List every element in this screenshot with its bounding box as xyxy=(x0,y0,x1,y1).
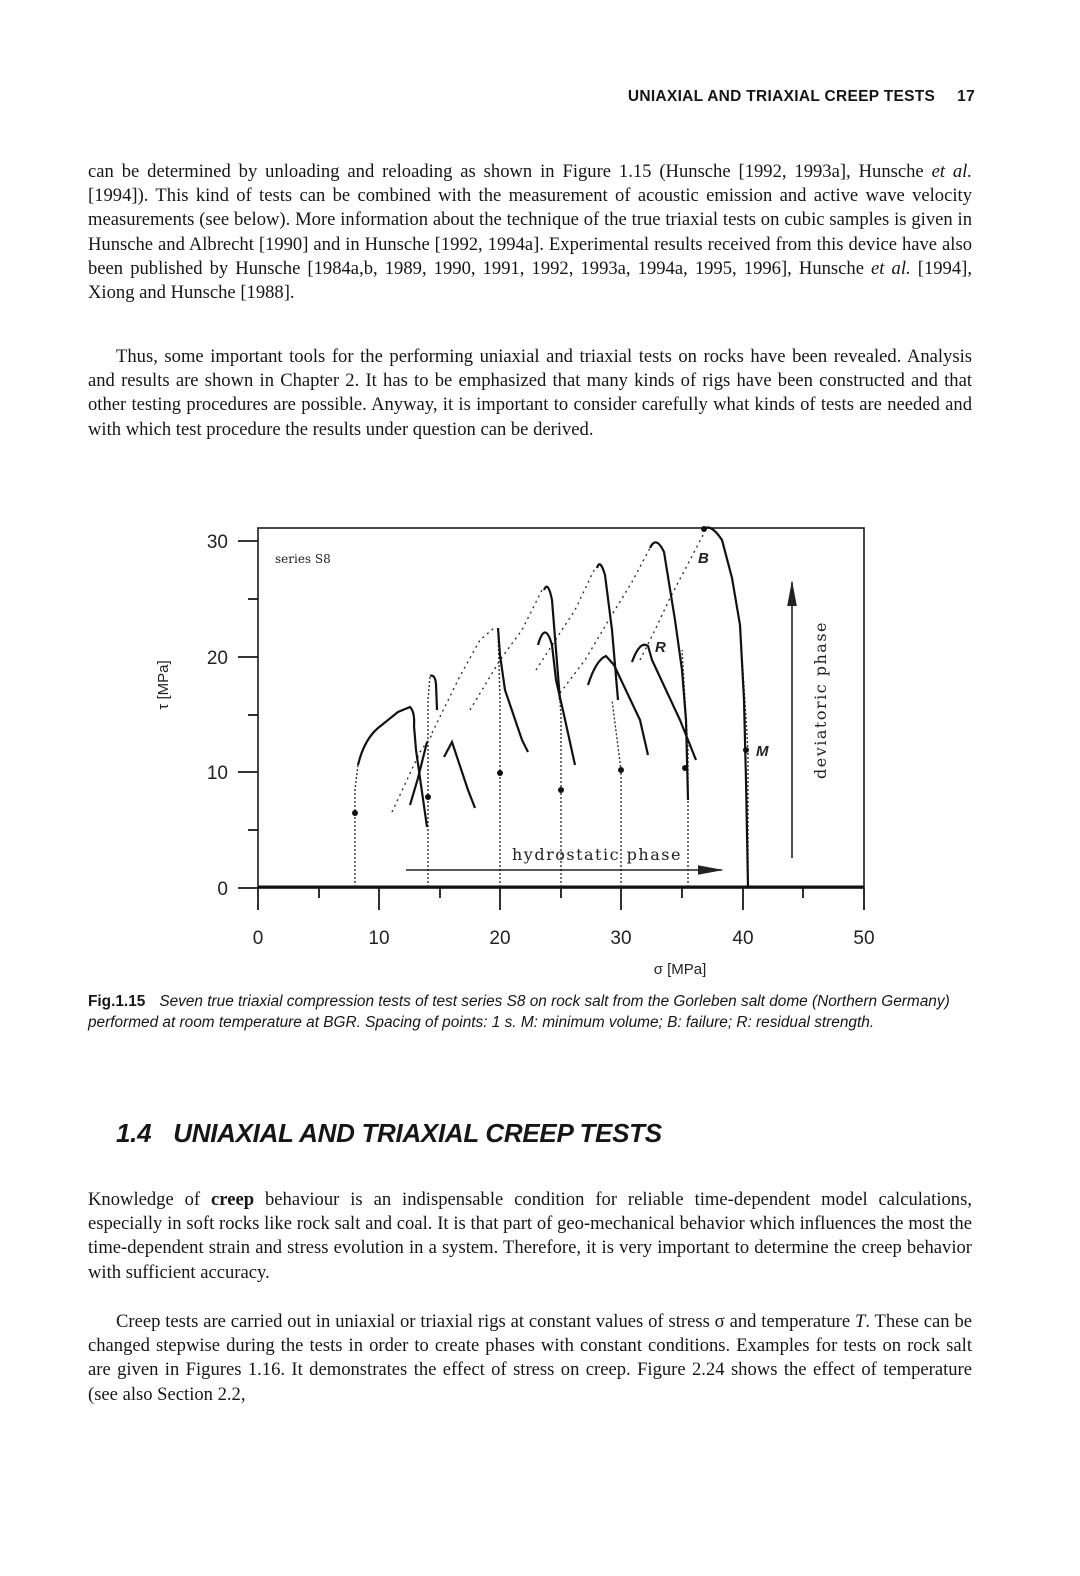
text-run: [1994]). This kind of tests can be combined with the measurement of acoustic emission and active wave velocity measurements (see below). More information about the technique of the true triaxial tests on cubic samples is given in Hunsche and Albrecht [1990] and in Hunsche [1992, 1994a]. Experimental results received from this device have also been published by Hunsche [1984a,b, 1989, 1990, 1991, 1992, 1993a, 1994a, 1995, 1996], Hunsche xyxy=(88,185,972,279)
figure-caption xyxy=(88,992,972,1033)
annotation-R: R xyxy=(655,639,666,656)
page-number: 17 xyxy=(957,88,975,105)
chart-svg xyxy=(140,515,920,985)
running-head-title: UNIAXIAL AND TRIAXIAL CREEP TESTS xyxy=(627,88,936,105)
paragraph-2: Thus, some important tools for the performing uniaxial and triaxial tests on rocks have been revealed. Analysis and results are shown in Chapter 2. It has to be emphasized that many kinds of rigs have been constructed and that other testing procedures are possible. Anyway, it is important to consider carefully what kinds of tests are needed and with which test procedure the results under question can be derived. xyxy=(88,346,972,440)
paragraph-1 xyxy=(88,160,972,305)
text-run-italic: et al. xyxy=(871,257,911,279)
text-run-italic: et al. xyxy=(931,161,972,182)
hydrostatic-label: hydrostatic phase xyxy=(512,845,682,864)
text-run: Creep tests are carried out in uniaxial or triaxial rigs at constant values of stress σ and temperature xyxy=(116,1311,855,1332)
svg-text:10: 10 xyxy=(368,928,390,949)
section-number: 1.4 xyxy=(116,1118,152,1148)
paragraph-3 xyxy=(88,1188,972,1285)
annotation-M: M xyxy=(756,743,769,760)
running-head xyxy=(0,88,975,106)
paragraph-4 xyxy=(88,1310,972,1407)
text-run: can be determined by unloading and reloading as shown in Figure 1.15 (Hunsche [1992, 1993a], Hunsche xyxy=(88,161,932,182)
connector-curves xyxy=(392,535,703,812)
y-axis-label: τ [MPa] xyxy=(155,660,172,710)
series-label: series S8 xyxy=(275,552,331,566)
svg-text:30: 30 xyxy=(610,928,632,949)
y-tick-labels xyxy=(207,532,228,900)
marker-points xyxy=(352,526,749,816)
figure-1-15-chart xyxy=(140,515,920,985)
figure-label: Fig.1.15 xyxy=(88,993,146,1010)
section-heading xyxy=(116,1118,662,1149)
x-axis xyxy=(258,888,864,910)
svg-text:50: 50 xyxy=(853,928,875,949)
svg-text:0: 0 xyxy=(252,928,264,949)
svg-text:30: 30 xyxy=(206,532,228,553)
x-axis-label: σ [MPa] xyxy=(653,961,707,978)
text-run-bold: creep xyxy=(211,1189,255,1210)
svg-text:20: 20 xyxy=(206,648,228,669)
text-run: [1994], Xiong and Hunsche [1988]. xyxy=(88,257,972,304)
svg-text:0: 0 xyxy=(217,879,228,900)
svg-text:20: 20 xyxy=(489,928,511,949)
text-run: behaviour is an indispensable condition for reliable time-dependent model calculations, especially in soft rocks like rock salt and coal. It is that part of geo-mechanical behavior which influences the most the time-dependent strain and stress evolution in a system. Therefore, it is very important to determine the creep behavior with sufficient accuracy. xyxy=(88,1189,972,1283)
deviatoric-label: deviatoric phase xyxy=(811,620,830,780)
text-run-italic: T xyxy=(854,1311,866,1332)
test-curves xyxy=(358,528,748,887)
svg-text:40: 40 xyxy=(732,928,754,949)
point-annotations xyxy=(655,550,769,760)
text-run: Knowledge of xyxy=(88,1189,212,1210)
text-run: . These can be changed stepwise during the tests in order to create phases with constant conditions. Examples for tests on rock salt are given in Figures 1.16. It demonstrates the effect of stress on creep. Figure 2.24 shows the effect of temperature (see also Section 2.2, xyxy=(88,1311,972,1405)
svg-text:10: 10 xyxy=(206,763,228,784)
y-axis xyxy=(238,541,258,888)
figure-caption-text: Seven true triaxial compression tests of test series S8 on rock salt from the Gorleben salt dome (Northern Germany) performed at room temperature at BGR. Spacing of points: 1 s. M: minimum volume; B: failure; R: residual strength. xyxy=(88,993,950,1031)
annotation-B: B xyxy=(698,550,709,567)
x-tick-labels xyxy=(253,928,875,949)
section-title: UNIAXIAL AND TRIAXIAL CREEP TESTS xyxy=(173,1118,662,1148)
